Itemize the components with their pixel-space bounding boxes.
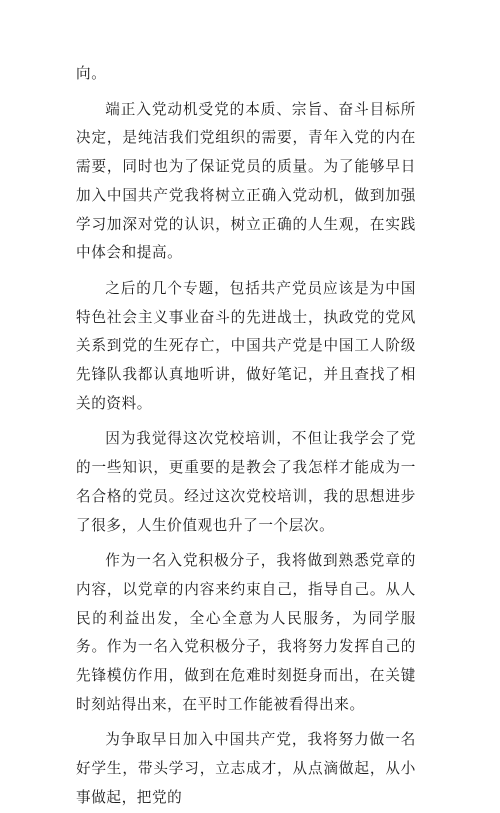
paragraph-topics: 之后的几个专题，包括共产党员应该是为中国特色社会主义事业奋斗的先进战士，执政党的党风关系到党的生死存亡，中国共产党是中国工人阶级先锋队我都认真地听讲，做好笔记，并且查找了相关的资料。	[76, 279, 416, 412]
paragraph-training: 因为我觉得这次党校培训，不但让我学会了党的一些知识，更重要的是教会了我怎样才能成为一名合格的党员。经过这次党校培训，我的思想进步了很多，人生价值观也升了一个层次。	[76, 430, 416, 534]
paragraph-motivation: 端正入党动机受党的本质、宗旨、奋斗目标所决定，是纯洁我们党组织的需要，青年入党的内在需要，同时也为了保证党员的质量。为了能够早日加入中国共产党我将树立正确入党动机，做到加强学习加深对党的认识，树立正确的人生观，在实践中体会和提高。	[76, 100, 416, 262]
paragraph-activist: 作为一名入党积极分子，我将做到熟悉党章的内容，以党章的内容来约束自己，指导自己。从人民的利益出发，全心全意为人民服务，为同学服务。作为一名入党积极分子，我将努力发挥自己的先锋模仿作用，做到在危难时刻挺身而出，在关键时刻站得出来，在平时工作能被看得出来。	[76, 552, 416, 713]
paragraph-continuation: 向。	[76, 65, 107, 82]
paragraph-commitment: 为争取早日加入中国共产党，我将努力做一名好学生，带头学习，立志成才，从点滴做起，从小事做起，把党的	[76, 731, 416, 806]
